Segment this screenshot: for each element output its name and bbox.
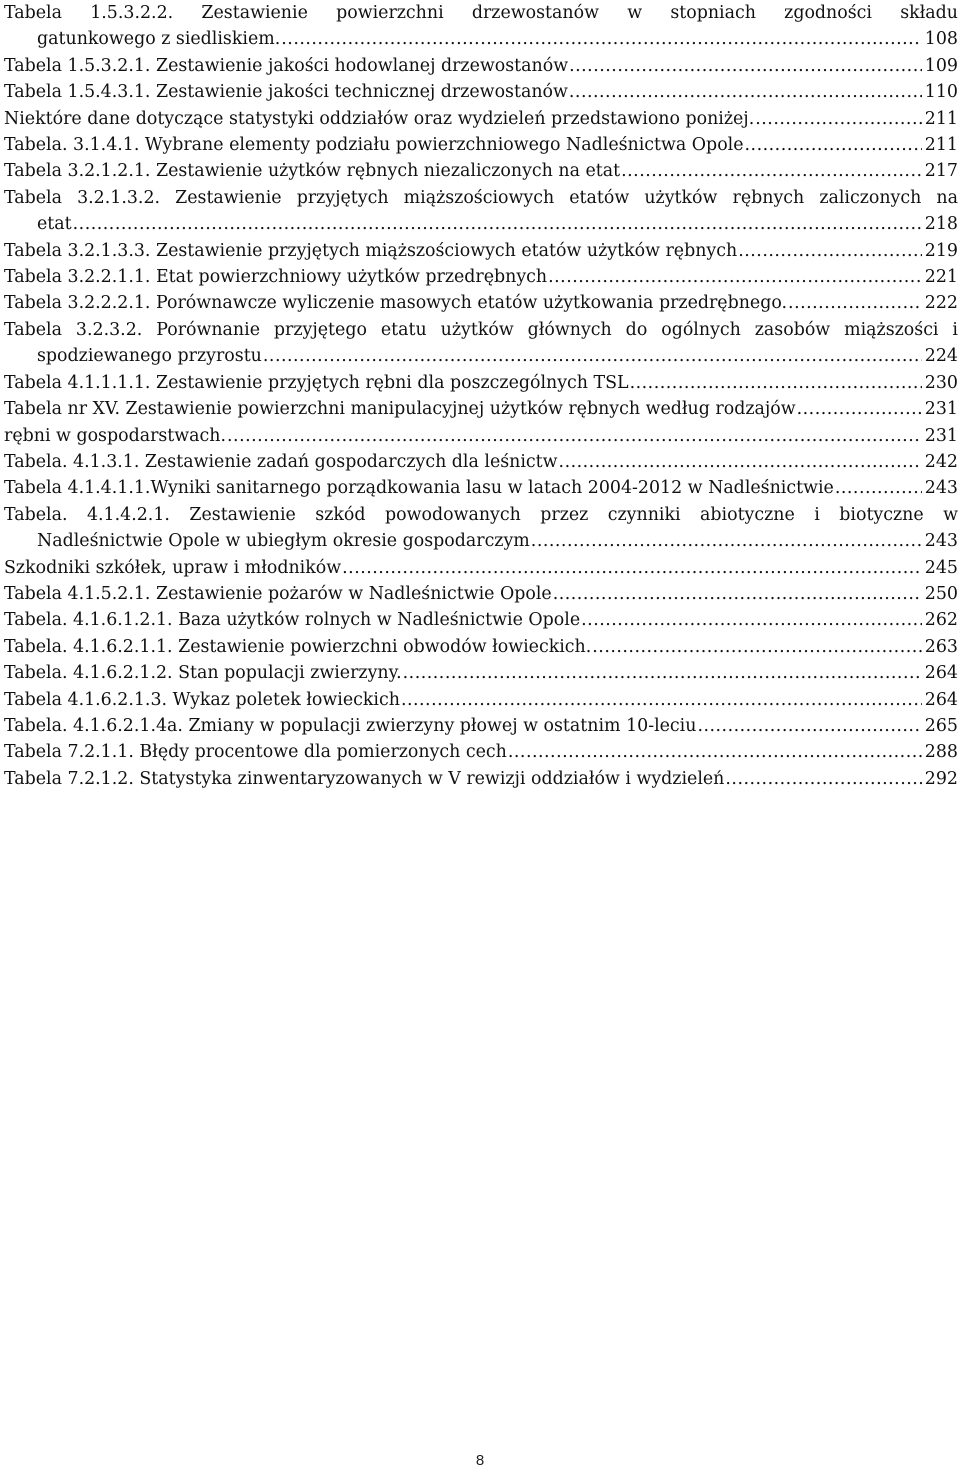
toc-entry-title: Tabela 7.2.1.2. Statystyka zinwentaryzowanych w V rewizji oddziałów i wydzieleń — [4, 768, 725, 789]
toc-entry[interactable] — [4, 53, 958, 79]
toc-entry[interactable] — [4, 581, 958, 607]
dot-leader — [559, 449, 922, 475]
toc-entry-page: 242 — [924, 451, 958, 472]
table-of-contents — [4, 0, 958, 792]
toc-entry[interactable] — [4, 396, 958, 422]
toc-entry-page: 110 — [924, 82, 958, 103]
toc-entry-title: Tabela. 4.1.6.2.1.2. Stan populacji zwierzyny. — [4, 663, 402, 684]
toc-entry-page: 211 — [924, 135, 958, 156]
toc-entry-title: Tabela 3.2.2.1.1. Etat powierzchniowy użytków przedrębnych — [4, 267, 548, 288]
toc-entry-page: 245 — [924, 557, 958, 578]
toc-entry[interactable] — [4, 264, 958, 290]
toc-entry-title: Tabela 4.1.5.2.1. Zestawienie pożarów w Nadleśnictwie Opole — [4, 583, 552, 604]
dot-leader — [755, 106, 922, 132]
toc-entry-page: 231 — [924, 399, 958, 420]
toc-entry-title: Szkodniki szkółek, upraw i młodników — [4, 557, 342, 578]
toc-entry-page: 262 — [924, 610, 958, 631]
toc-entry-title: Niektóre dane dotyczące statystyki oddziałów oraz wydzieleń przedstawiono poniżej. — [4, 108, 755, 129]
toc-entry-page: 109 — [924, 55, 958, 76]
toc-entry-page: 224 — [924, 346, 958, 367]
dot-leader — [73, 211, 922, 237]
dot-leader — [281, 26, 922, 52]
toc-entry[interactable] — [4, 660, 958, 686]
dot-leader — [630, 370, 922, 396]
toc-entry[interactable] — [4, 79, 958, 105]
dot-leader — [725, 766, 921, 792]
toc-entry[interactable] — [4, 713, 958, 739]
toc-entry-title: spodziewanego przyrostu — [37, 346, 262, 367]
toc-entry-title: Tabela 4.1.1.1.1. Zestawienie przyjętych rębni dla poszczególnych TSL — [4, 372, 629, 393]
toc-entry[interactable] — [4, 449, 958, 475]
toc-entry-title: Tabela nr XV. Zestawienie powierzchni manipulacyjnej użytków rębnych według rodzajów — [4, 399, 796, 420]
toc-entry-page: 230 — [924, 372, 958, 393]
toc-entry-title: Tabela. 4.1.6.2.1.1. Zestawienie powierzchni obwodów łowieckich. — [4, 636, 592, 657]
toc-entry-title: Tabela 4.1.6.2.1.3. Wykaz poletek łowieckich — [4, 689, 400, 710]
dot-leader — [531, 528, 922, 554]
toc-entry-page: 263 — [924, 636, 958, 657]
toc-entry[interactable] — [4, 238, 958, 264]
toc-entry[interactable] — [4, 317, 958, 370]
dot-leader — [342, 555, 922, 581]
toc-entry-title: Tabela 3.2.1.3.3. Zestawienie przyjętych miąższościowych etatów użytków rębnych — [4, 240, 738, 261]
toc-entry-title: rębni w gospodarstwach. — [4, 425, 227, 446]
page-number: 8 — [475, 1452, 485, 1469]
toc-entry-page: 211 — [924, 108, 958, 129]
dot-leader — [788, 290, 922, 316]
toc-entry-title: Tabela. 3.1.4.1. Wybrane elementy podziału powierzchniowego Nadleśnictwa Opole — [4, 135, 744, 156]
toc-entry-title-line: Tabela 1.5.3.2.2. Zestawienie powierzchni drzewostanów w stopniach zgodności składu — [4, 3, 958, 23]
toc-entry[interactable] — [4, 634, 958, 660]
toc-entry[interactable] — [4, 290, 958, 316]
toc-entry[interactable] — [4, 370, 958, 396]
toc-entry-page: 243 — [924, 478, 958, 499]
toc-entry[interactable] — [4, 0, 958, 53]
toc-entry-title: Tabela 3.2.2.2.1. Porównawcze wyliczenie masowych etatów użytkowania przedrębnego. — [4, 293, 788, 314]
toc-entry-page: 250 — [924, 583, 958, 604]
toc-entry[interactable] — [4, 132, 958, 158]
toc-entry[interactable] — [4, 607, 958, 633]
toc-entry-title: Tabela. 4.1.3.1. Zestawienie zadań gospodarczych dla leśnictw — [4, 451, 558, 472]
toc-entry-title: Tabela 1.5.4.3.1. Zestawienie jakości technicznej drzewostanów — [4, 82, 568, 103]
toc-entry-title: Tabela. 4.1.6.1.2.1. Baza użytków rolnych w Nadleśnictwie Opole — [4, 610, 581, 631]
toc-entry-page: 231 — [924, 425, 958, 446]
toc-entry-title-line: Tabela 3.2.3.2. Porównanie przyjętego etatu użytków głównych do ogólnych zasobów miąższości i — [4, 319, 958, 340]
dot-leader — [697, 713, 921, 739]
dot-leader — [745, 132, 922, 158]
toc-entry[interactable] — [4, 158, 958, 184]
toc-entry-title: Tabela 4.1.4.1.1.Wyniki sanitarnego porządkowania lasu w latach 2004-2012 w Nadleśnictwie — [4, 478, 834, 499]
toc-entry-title: gatunkowego z siedliskiem. — [37, 29, 281, 50]
toc-entry-page: 265 — [924, 715, 958, 736]
toc-entry-title: Tabela 7.2.1.1. Błędy procentowe dla pomierzonych cech — [4, 742, 507, 763]
dot-leader — [401, 687, 922, 713]
toc-entry[interactable] — [4, 766, 958, 792]
dot-leader — [835, 475, 922, 501]
toc-entry-page: 288 — [924, 742, 958, 763]
toc-entry-title: Tabela 1.5.3.2.1. Zestawienie jakości hodowlanej drzewostanów — [4, 55, 569, 76]
toc-entry-page: 264 — [924, 663, 958, 684]
toc-entry-page: 292 — [924, 768, 958, 789]
toc-entry-title: Tabela. 4.1.6.2.1.4a. Zmiany w populacji zwierzyny płowej w ostatnim 10-leciu — [4, 715, 697, 736]
toc-entry[interactable] — [4, 475, 958, 501]
dot-leader — [263, 343, 922, 369]
toc-entry[interactable] — [4, 502, 958, 555]
toc-entry-page: 221 — [924, 267, 958, 288]
toc-entry-title-line: Tabela 3.2.1.3.2. Zestawienie przyjętych miąższościowych etatów użytków rębnych zaliczonych na — [4, 187, 958, 208]
toc-entry[interactable] — [4, 555, 958, 581]
toc-entry-page: 264 — [924, 689, 958, 710]
toc-entry[interactable] — [4, 106, 958, 132]
toc-entry[interactable] — [4, 739, 958, 765]
toc-entry-title: Nadleśnictwie Opole w ubiegłym okresie gospodarczym — [37, 531, 530, 552]
toc-entry-page: 222 — [924, 293, 958, 314]
dot-leader — [592, 634, 922, 660]
toc-entry-title: etat — [37, 214, 72, 235]
toc-entry[interactable] — [4, 423, 958, 449]
toc-entry-title: Tabela 3.2.1.2.1. Zestawienie użytków rębnych niezaliczonych na etat — [4, 161, 621, 182]
dot-leader — [569, 53, 922, 79]
toc-entry[interactable] — [4, 687, 958, 713]
toc-entry-page: 219 — [924, 240, 958, 261]
dot-leader — [403, 660, 922, 686]
dot-leader — [508, 739, 922, 765]
dot-leader — [569, 79, 922, 105]
dot-leader — [738, 238, 922, 264]
toc-entry-page: 217 — [924, 161, 958, 182]
dot-leader — [621, 158, 922, 184]
toc-entry-page: 243 — [924, 531, 958, 552]
dot-leader — [797, 396, 922, 422]
toc-entry-page: 218 — [924, 214, 958, 235]
dot-leader — [581, 607, 922, 633]
toc-entry[interactable] — [4, 185, 958, 238]
dot-leader — [548, 264, 922, 290]
dot-leader — [227, 423, 922, 449]
toc-entry-title-line: Tabela. 4.1.4.2.1. Zestawienie szkód powodowanych przez czynniki abiotyczne i biotyczne w — [4, 504, 958, 525]
toc-entry-page: 108 — [924, 29, 958, 50]
dot-leader — [553, 581, 922, 607]
